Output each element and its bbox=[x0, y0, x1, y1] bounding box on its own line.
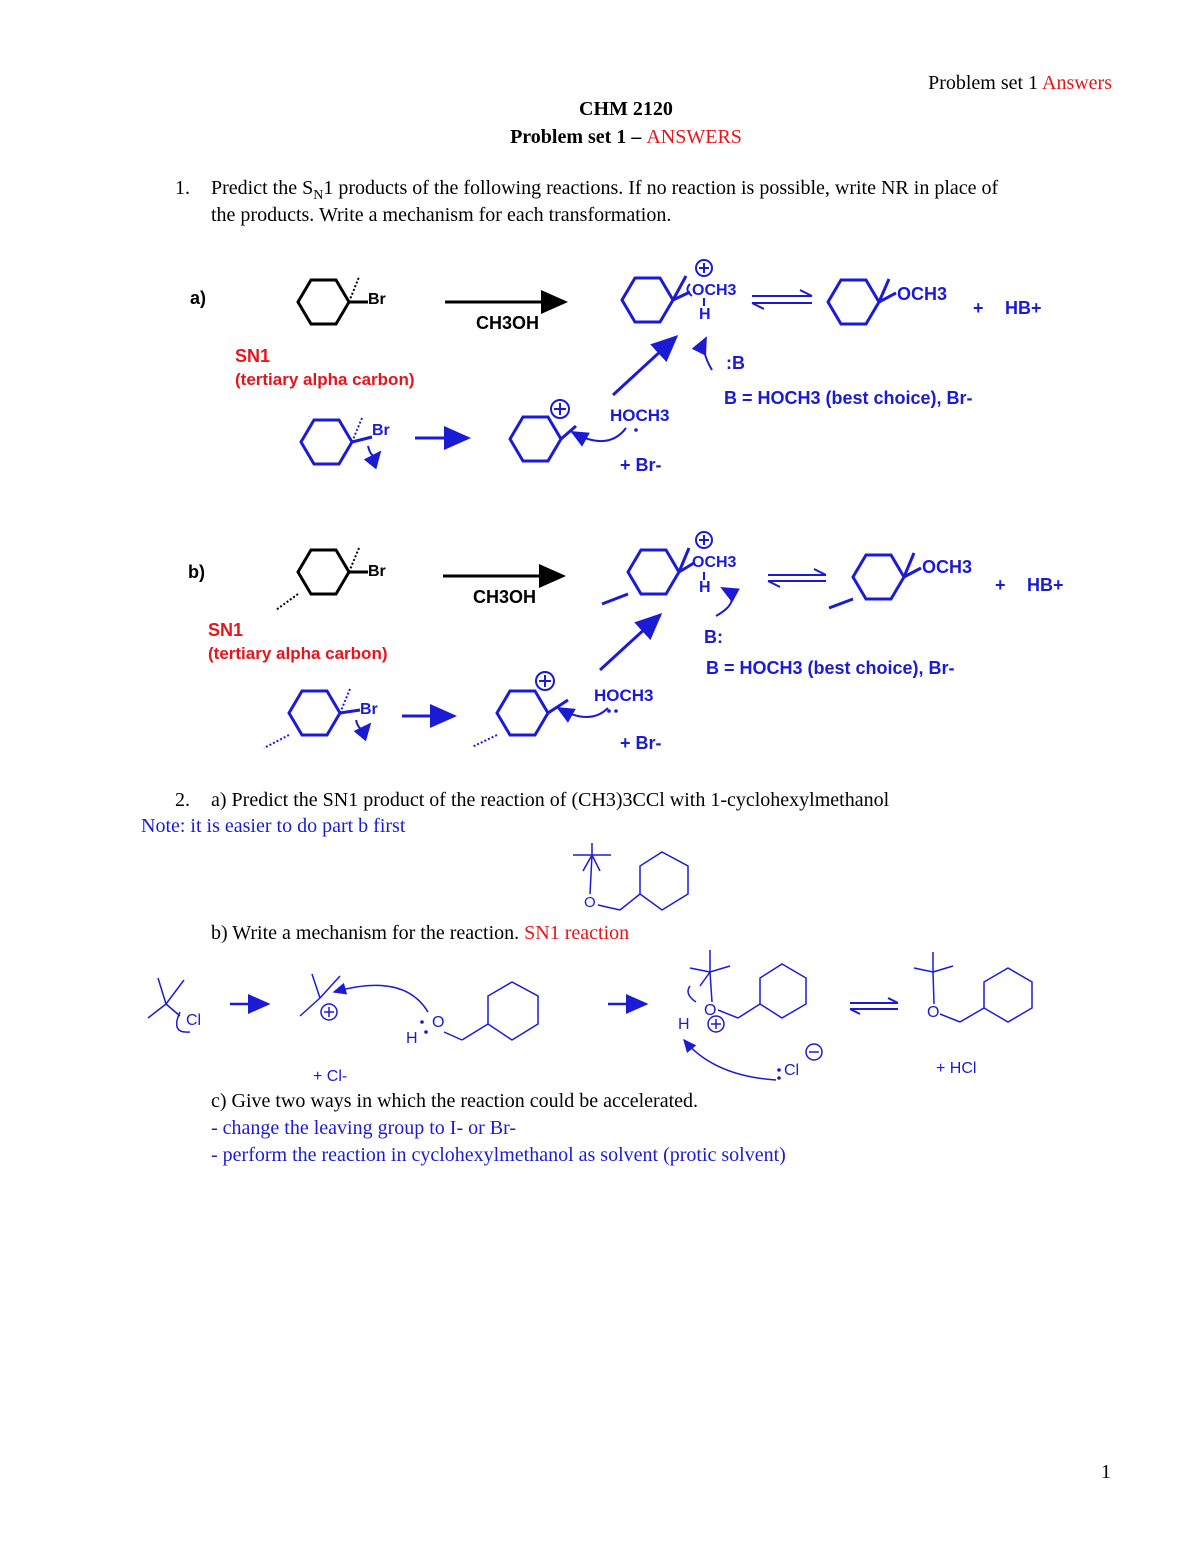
q2-h-label: H bbox=[406, 1030, 418, 1047]
b-reagent: CH3OH bbox=[473, 587, 537, 607]
a-mech-reactant bbox=[301, 418, 380, 464]
a-h-label: H bbox=[699, 306, 711, 323]
q2-cyclohexylmethanol bbox=[444, 982, 538, 1040]
q1-line1-pre: Predict the S bbox=[211, 177, 314, 199]
a-addition-arrow bbox=[613, 337, 676, 395]
q2-final-o: O bbox=[927, 1004, 940, 1021]
q2-b-text: b) Write a mechanism for the reaction. bbox=[211, 922, 520, 944]
b-br-label: Br bbox=[368, 563, 386, 580]
q2-oxonium-o: O bbox=[704, 1002, 717, 1019]
q2-equilibrium-arrows bbox=[850, 998, 898, 1014]
q2-b-line bbox=[211, 922, 629, 945]
q2-cl-label: Cl bbox=[186, 1012, 202, 1029]
q1-line1-post: 1 products of the following reactions. If no reaction is possible, write NR in place of bbox=[323, 177, 999, 199]
q2-chloride-label: Cl bbox=[784, 1062, 800, 1079]
q1-line1-sub: N bbox=[313, 188, 324, 203]
b-product bbox=[829, 553, 921, 608]
b-base: B: bbox=[704, 627, 723, 647]
a-product bbox=[828, 279, 896, 324]
part-b-label: b) bbox=[188, 562, 205, 582]
b-mech-reactant bbox=[264, 689, 370, 748]
q2-product-o: O bbox=[584, 894, 596, 911]
b-addition-arrow bbox=[600, 615, 660, 670]
a-br-label: Br bbox=[368, 291, 386, 308]
set-title-suffix: ANSWERS bbox=[646, 126, 742, 148]
b-base-definition: B = HOCH3 (best choice), Br- bbox=[706, 658, 955, 678]
b-reason: (tertiary alpha carbon) bbox=[208, 644, 388, 663]
b-sn1-label: SN1 bbox=[208, 620, 244, 640]
b-reactant bbox=[276, 548, 368, 610]
b-plus: + bbox=[995, 575, 1006, 595]
q2-oxonium-h: H bbox=[678, 1016, 690, 1033]
a-reagent: CH3OH bbox=[476, 313, 540, 333]
course-title: CHM 2120 bbox=[579, 98, 673, 120]
page-number: 1 bbox=[1101, 1461, 1111, 1483]
q2-b-answer: SN1 reaction bbox=[524, 922, 630, 944]
a-deprotonation-arrow bbox=[704, 338, 712, 370]
q2-note: Note: it is easier to do part b first bbox=[141, 815, 406, 837]
b-hb: HB+ bbox=[1027, 575, 1064, 595]
a-och3-label: OCH3 bbox=[692, 282, 737, 299]
a-br-ion: + Br- bbox=[620, 455, 662, 475]
b-deprotonation-arrow bbox=[716, 588, 732, 616]
a-reason: (tertiary alpha carbon) bbox=[235, 370, 415, 389]
b-br-ion: + Br- bbox=[620, 733, 662, 753]
a-mech-br: Br bbox=[372, 422, 390, 439]
q2-c-text: c) Give two ways in which the reaction could be accelerated. bbox=[211, 1090, 699, 1112]
a-equilibrium-arrows bbox=[752, 290, 812, 309]
q2-hcl: + HCl bbox=[936, 1060, 977, 1077]
b-och3-label: OCH3 bbox=[692, 554, 737, 571]
set-title-prefix: Problem set 1 – bbox=[510, 126, 642, 148]
a-product-och3: OCH3 bbox=[897, 284, 948, 304]
q2-c-answer-1: - change the leaving group to I- or Br- bbox=[211, 1117, 517, 1139]
q2-tbutyl-cation bbox=[300, 974, 428, 1034]
q1-line2: the products. Write a mechanism for each transformation. bbox=[211, 204, 672, 226]
q2-o-label: O bbox=[432, 1014, 445, 1031]
b-h-label: H bbox=[699, 579, 711, 596]
header-prefix: Problem set 1 bbox=[928, 72, 1039, 94]
a-hoch3: HOCH3 bbox=[610, 406, 670, 425]
a-reactant bbox=[298, 277, 368, 324]
q2-number: 2. bbox=[175, 789, 190, 811]
q1-number: 1. bbox=[175, 177, 190, 199]
a-base-definition: B = HOCH3 (best choice), Br- bbox=[724, 388, 973, 408]
a-base: :B bbox=[726, 353, 745, 373]
a-sn1-label: SN1 bbox=[235, 346, 271, 366]
header-suffix: Answers bbox=[1042, 72, 1112, 94]
q2-a-text: a) Predict the SN1 product of the reaction of (CH3)3CCl with 1-cyclohexylmethanol bbox=[211, 789, 890, 811]
b-product-och3: OCH3 bbox=[922, 557, 973, 577]
q2-c-answer-2: - perform the reaction in cyclohexylmethanol as solvent (protic solvent) bbox=[211, 1144, 786, 1166]
b-mech-br: Br bbox=[360, 701, 378, 718]
a-hb: HB+ bbox=[1005, 298, 1042, 318]
q2-cl-ion: + Cl- bbox=[313, 1068, 348, 1085]
b-hoch3: HOCH3 bbox=[594, 686, 654, 705]
a-plus: + bbox=[973, 298, 984, 318]
part-a-label: a) bbox=[190, 288, 207, 308]
b-equilibrium-arrows bbox=[768, 569, 826, 587]
q2-tbutyl-chloride bbox=[148, 978, 190, 1032]
b-carbocation bbox=[472, 672, 618, 747]
